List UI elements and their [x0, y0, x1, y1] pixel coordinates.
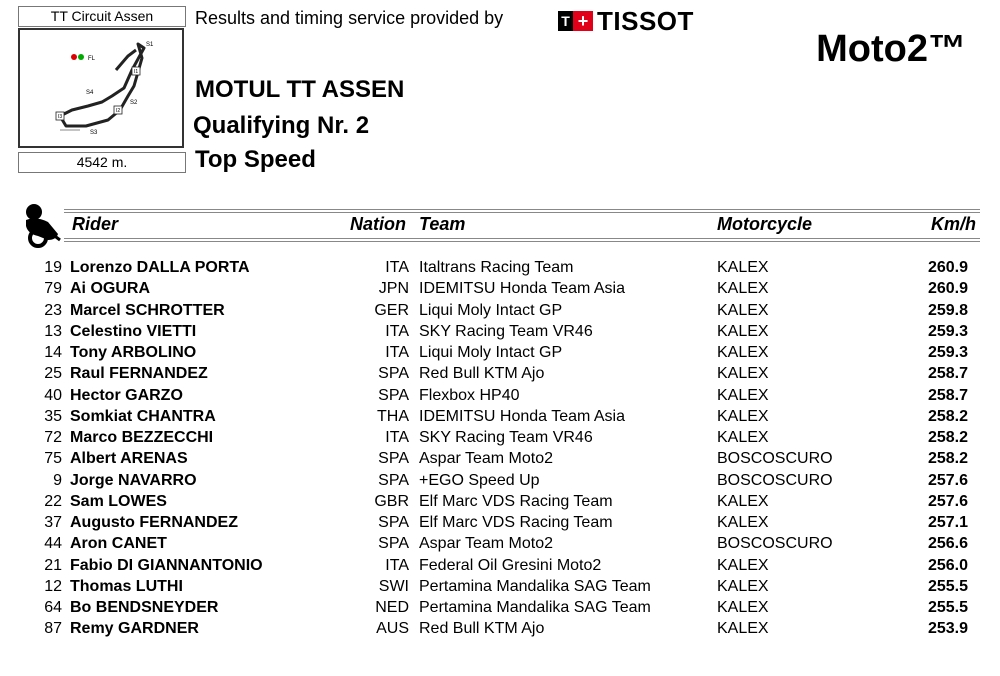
rider-name: Aron CANET [70, 535, 167, 553]
top-speed: 255.5 [927, 599, 968, 616]
table-row [0, 618, 1000, 639]
column-header-team: Team [419, 214, 466, 234]
rider-team: Pertamina Mandalika SAG Team [419, 599, 651, 616]
event-title: MOTUL TT ASSEN [195, 76, 405, 103]
rider-name: Marco BEZZECCHI [70, 429, 214, 446]
rider-name: Jorge NAVARRO [70, 471, 197, 489]
rider-number: 12 [44, 577, 62, 595]
map-label: S4 [86, 90, 94, 96]
rider-motorcycle: KALEX [717, 259, 769, 276]
tissot-brand: TISSOT [597, 5, 694, 36]
track-layout-icon [20, 30, 182, 146]
rider-motorcycle: BOSCOSCURO [717, 471, 833, 489]
rider-nation: JPN [378, 280, 409, 298]
top-speed: 255.5 [927, 577, 968, 595]
circuit-length: 4542 m. [18, 152, 186, 173]
rider-team: +EGO Speed Up [419, 471, 540, 489]
rider-motorcycle: KALEX [717, 386, 769, 404]
rider-number: 19 [44, 259, 62, 276]
top-speed: 258.7 [927, 386, 968, 404]
circuit-map [18, 28, 184, 148]
table-row [0, 533, 1000, 554]
map-label: I1 [134, 69, 139, 75]
top-speed: 256.6 [927, 535, 968, 553]
rider-nation: NED [375, 599, 409, 616]
top-speed: 259.8 [927, 301, 968, 319]
rider-number: 14 [44, 344, 62, 361]
top-speed: 258.7 [927, 365, 968, 383]
table-row [0, 342, 1000, 363]
report-title: Top Speed [195, 146, 316, 173]
rider-team: Flexbox HP40 [419, 386, 520, 404]
top-speed: 260.9 [927, 259, 968, 276]
rider-name: Sam LOWES [70, 492, 167, 510]
top-speed: 256.0 [927, 556, 968, 574]
rider-team: Aspar Team Moto2 [419, 450, 553, 468]
header-bottom-line [64, 241, 980, 242]
rider-nation: GER [374, 301, 409, 319]
rider-number: 87 [44, 620, 62, 638]
rider-number: 9 [53, 471, 62, 489]
rider-nation: SPA [378, 386, 409, 404]
top-speed: 258.2 [927, 407, 968, 425]
rider-motorcycle: KALEX [717, 620, 769, 638]
rider-motorcycle: KALEX [717, 365, 769, 383]
map-label: S3 [90, 130, 98, 136]
rider-name: Hector GARZO [70, 386, 183, 404]
rider-name: Tony ARBOLINO [70, 344, 197, 361]
rider-motorcycle: KALEX [717, 429, 769, 446]
column-header-nation: Nation [350, 214, 406, 234]
rider-number: 35 [44, 407, 62, 425]
rider-team: Pertamina Mandalika SAG Team [419, 577, 651, 595]
table-row [0, 257, 1000, 278]
tissot-t-icon: T [558, 11, 573, 31]
session-title: Qualifying Nr. 2 [193, 112, 370, 139]
map-label: FL [88, 56, 96, 62]
rider-motorcycle: KALEX [717, 599, 769, 616]
rider-team: Liqui Moly Intact GP [419, 301, 563, 319]
top-speed: 259.3 [927, 344, 968, 361]
header-top-line [64, 209, 980, 210]
table-row [0, 597, 1000, 618]
rider-number: 79 [44, 280, 62, 298]
rider-number: 21 [44, 556, 62, 574]
rider-nation: SWI [378, 577, 409, 595]
rider-team: Italtrans Racing Team [419, 259, 574, 276]
top-speed: 258.2 [927, 450, 968, 468]
swiss-cross-icon: + [573, 11, 593, 31]
header-bottom-line [64, 238, 980, 239]
rider-team: Red Bull KTM Ajo [419, 365, 545, 383]
table-row [0, 321, 1000, 342]
rider-nation: SPA [378, 535, 409, 553]
rider-nation: THA [377, 407, 409, 425]
top-speed: 257.6 [927, 471, 968, 489]
rider-number: 64 [44, 599, 62, 616]
top-speed: 253.9 [927, 620, 968, 638]
rider-team: SKY Racing Team VR46 [419, 322, 593, 340]
rider-nation: ITA [385, 429, 409, 446]
tissot-logo [558, 6, 694, 36]
rider-number: 25 [44, 365, 62, 383]
rider-number: 75 [44, 450, 62, 468]
map-label: I3 [58, 114, 63, 120]
rider-motorcycle: KALEX [717, 407, 769, 425]
top-speed: 258.2 [927, 429, 968, 446]
rider-name: Raul FERNANDEZ [70, 365, 208, 383]
table-row [0, 363, 1000, 384]
rider-team: Federal Oil Gresini Moto2 [419, 556, 602, 574]
rider-team: SKY Racing Team VR46 [419, 429, 593, 446]
rider-number: 72 [44, 429, 62, 446]
rider-team: Aspar Team Moto2 [419, 535, 553, 553]
rider-name: Albert ARENAS [70, 450, 188, 468]
header-top-line [64, 212, 980, 213]
rider-name: Remy GARDNER [70, 620, 199, 638]
table-row [0, 576, 1000, 597]
rider-motorcycle: BOSCOSCURO [717, 450, 833, 468]
table-row [0, 385, 1000, 406]
rider-name: Thomas LUTHI [70, 577, 183, 595]
rider-nation: ITA [385, 259, 409, 276]
top-speed: 257.1 [927, 514, 968, 531]
rider-nation: ITA [385, 556, 409, 574]
column-header-rider: Rider [72, 214, 119, 234]
rider-motorcycle: KALEX [717, 514, 769, 531]
rider-motorcycle: KALEX [717, 556, 769, 574]
rider-name: Lorenzo DALLA PORTA [70, 259, 250, 276]
table-row [0, 470, 1000, 491]
rider-nation: GBR [374, 492, 409, 510]
rider-number: 22 [44, 492, 62, 510]
rider-name: Fabio DI GIANNANTONIO [70, 556, 263, 574]
table-row [0, 555, 1000, 576]
rider-name: Augusto FERNANDEZ [70, 514, 238, 531]
rider-nation: AUS [376, 620, 409, 638]
table-row [0, 406, 1000, 427]
rider-nation: SPA [378, 514, 409, 531]
column-header-speed: Km/h [931, 214, 976, 234]
rider-nation: SPA [378, 471, 409, 489]
rider-name: Bo BENDSNEYDER [70, 599, 219, 616]
rider-team: Red Bull KTM Ajo [419, 620, 545, 638]
category-title: Moto2™ [816, 28, 966, 70]
rider-nation: ITA [385, 322, 409, 340]
rider-team: Elf Marc VDS Racing Team [419, 492, 613, 510]
map-label: S1 [146, 42, 154, 48]
rider-number: 13 [44, 322, 62, 340]
rider-nation: ITA [385, 344, 409, 361]
top-speed: 259.3 [927, 322, 968, 340]
provider-text: Results and timing service provided by [195, 8, 504, 28]
table-row [0, 491, 1000, 512]
rider-team: IDEMITSU Honda Team Asia [419, 407, 626, 425]
map-label: I2 [116, 108, 121, 114]
rider-number: 23 [44, 301, 62, 319]
table-row [0, 512, 1000, 533]
rider-motorcycle: KALEX [717, 492, 769, 510]
table-row [0, 300, 1000, 321]
rider-motorcycle: KALEX [717, 301, 769, 319]
rider-motorcycle: KALEX [717, 280, 769, 298]
rider-team: Elf Marc VDS Racing Team [419, 514, 613, 531]
top-speed: 257.6 [927, 492, 968, 510]
motorcycle-rider-icon [18, 200, 64, 248]
rider-motorcycle: KALEX [717, 577, 769, 595]
rider-name: Celestino VIETTI [70, 322, 197, 340]
map-label: S2 [130, 100, 138, 106]
circuit-name: TT Circuit Assen [18, 6, 186, 27]
rider-nation: SPA [378, 450, 409, 468]
rider-motorcycle: KALEX [717, 322, 769, 340]
rider-motorcycle: KALEX [717, 344, 769, 361]
rider-number: 44 [44, 535, 62, 553]
table-row [0, 278, 1000, 299]
rider-number: 40 [44, 386, 62, 404]
rider-nation: SPA [378, 365, 409, 383]
rider-team: IDEMITSU Honda Team Asia [419, 280, 626, 298]
rider-team: Liqui Moly Intact GP [419, 344, 563, 361]
table-row [0, 427, 1000, 448]
rider-number: 37 [44, 514, 62, 531]
rider-name: Ai OGURA [70, 280, 150, 298]
rider-name: Somkiat CHANTRA [70, 407, 216, 425]
rider-name: Marcel SCHROTTER [70, 301, 225, 319]
top-speed: 260.9 [927, 280, 968, 298]
column-header-motorcycle: Motorcycle [717, 214, 813, 234]
table-row [0, 448, 1000, 469]
rider-motorcycle: BOSCOSCURO [717, 535, 833, 553]
